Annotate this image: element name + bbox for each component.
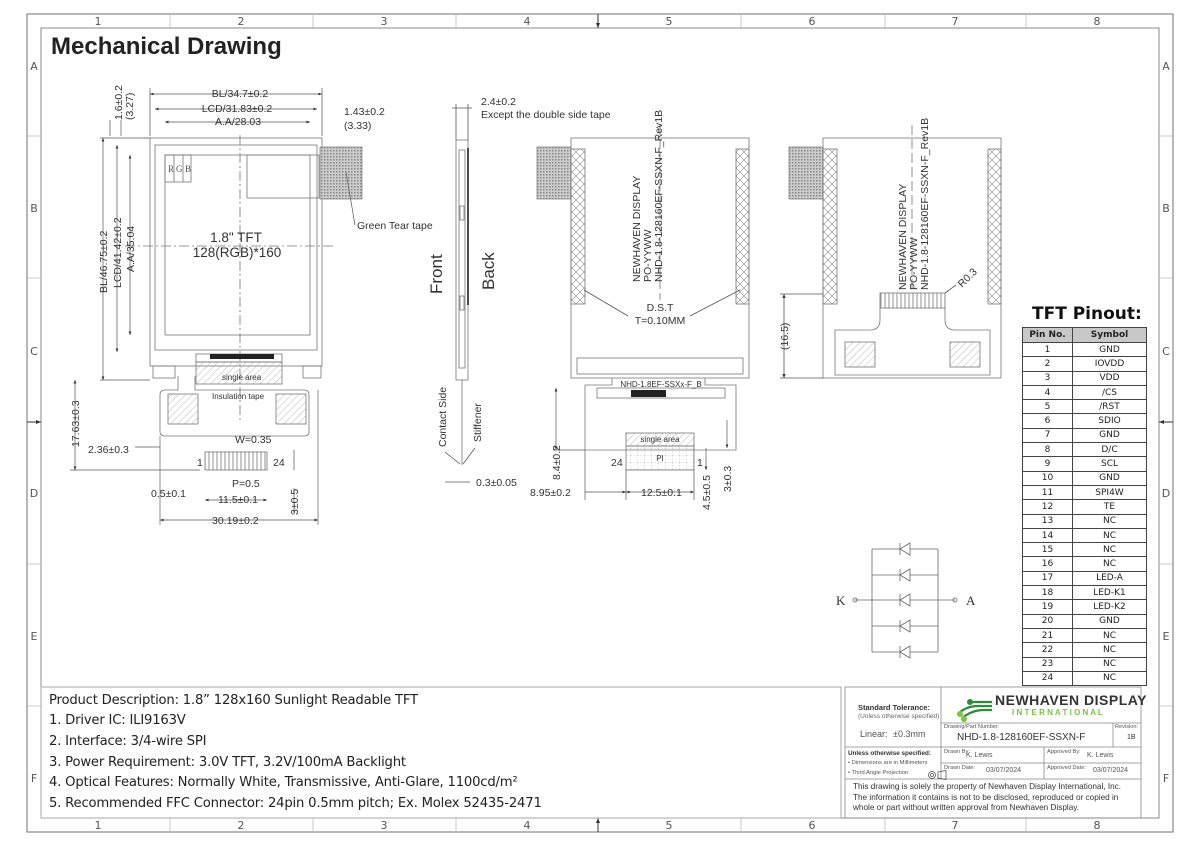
pin-number: 21 [1023, 628, 1073, 642]
pin-symbol: NC [1073, 671, 1147, 685]
pin-number: 9 [1023, 457, 1073, 471]
pin-number: 14 [1023, 528, 1073, 542]
pinout-table [1022, 327, 1147, 686]
svg-text:1: 1 [697, 457, 703, 469]
pin-symbol: SPI4W [1073, 485, 1147, 499]
pin-symbol: NC [1073, 543, 1147, 557]
svg-text:A: A [1162, 60, 1170, 73]
svg-text:7: 7 [951, 819, 959, 832]
svg-text:F: F [30, 772, 38, 785]
part-number-label: Drawing/Part Number: [944, 724, 1000, 730]
svg-text:8.95±0.2: 8.95±0.2 [530, 487, 571, 499]
pinout-row [1023, 514, 1147, 528]
folded-view [780, 125, 1001, 378]
pinout-row [1023, 643, 1147, 657]
svg-text:1: 1 [94, 15, 102, 28]
pin-symbol: GND [1073, 614, 1147, 628]
svg-text:E: E [30, 630, 38, 643]
tolerance-sub: (Unless otherwise specified) [858, 713, 940, 720]
svg-text:Except the double side tape: Except the double side tape [481, 109, 611, 121]
svg-text:single area: single area [222, 373, 262, 382]
spec-power: 3. Power Requirement: 3.0V TFT, 3.2V/100mA Backlight [49, 755, 406, 770]
company-name: NEWHAVEN DISPLAY [995, 692, 1147, 708]
revision-label: Revision: [1115, 724, 1139, 730]
svg-text:8: 8 [1093, 819, 1101, 832]
spec-interface: 2. Interface: 3/4-wire SPI [49, 734, 207, 749]
svg-text:B: B [30, 202, 38, 215]
svg-text:NEWHAVEN DISPLAY: NEWHAVEN DISPLAY [897, 183, 909, 290]
pinout-row [1023, 443, 1147, 457]
pin-number: 18 [1023, 586, 1073, 600]
pinout-row [1023, 628, 1147, 642]
pin-symbol: VDD [1073, 371, 1147, 385]
linear-value: ±0.3mm [893, 729, 926, 739]
pinout-row [1023, 414, 1147, 428]
svg-text:30.19±0.2: 30.19±0.2 [212, 515, 259, 527]
svg-text:P=0.5: P=0.5 [232, 478, 260, 490]
svg-text:7: 7 [951, 15, 959, 28]
svg-text:Contact Side: Contact Side [437, 386, 449, 447]
svg-text:G: G [176, 164, 183, 174]
pin-number: 3 [1023, 371, 1073, 385]
pin-number: 13 [1023, 514, 1073, 528]
svg-text:D: D [29, 487, 39, 500]
svg-text:T=0.10MM: T=0.10MM [634, 315, 686, 327]
svg-text:1.6±0.2: 1.6±0.2 [113, 85, 125, 120]
pinout-row [1023, 528, 1147, 542]
pin-symbol: D/C [1073, 443, 1147, 457]
pinout-row [1023, 586, 1147, 600]
svg-text:C: C [30, 345, 38, 358]
pin-symbol: NC [1073, 514, 1147, 528]
side-view [445, 104, 475, 482]
svg-text:single area: single area [640, 435, 680, 444]
unless-projection: • Third Angle Projection [848, 770, 909, 776]
svg-text:E: E [1162, 630, 1170, 643]
svg-text:A: A [30, 60, 38, 73]
svg-text:Front: Front [427, 254, 446, 294]
pin-symbol: SCL [1073, 457, 1147, 471]
svg-text:3: 3 [380, 15, 388, 28]
spec-connector: 5. Recommended FFC Connector: 24pin 0.5mm pitch; Ex. Molex 52435-2471 [49, 796, 542, 811]
pinout-row [1023, 428, 1147, 442]
svg-text:(16.5): (16.5) [779, 322, 791, 350]
svg-text:A.A/35.04: A.A/35.04 [125, 225, 137, 272]
pin-symbol: GND [1073, 471, 1147, 485]
front-view [125, 135, 362, 525]
svg-text:NHD-1.8-128160EF-SSXN-F_Rev1B: NHD-1.8-128160EF-SSXN-F_Rev1B [919, 117, 931, 290]
pin-number: 4 [1023, 385, 1073, 399]
svg-text:PO-YYWW: PO-YYWW [642, 229, 654, 282]
tolerance-title: Standard Tolerance: [858, 703, 930, 712]
pinout-title: TFT Pinout: [1032, 304, 1142, 324]
pin-number: 22 [1023, 643, 1073, 657]
svg-text:11.5±0.1: 11.5±0.1 [218, 494, 259, 506]
spec-driver-ic: 1. Driver IC: ILI9163V [49, 713, 186, 728]
svg-text:1.43±0.2: 1.43±0.2 [344, 106, 385, 118]
pinout-row [1023, 671, 1147, 685]
svg-text:PO-YYWW: PO-YYWW [908, 237, 920, 290]
pin-symbol: /CS [1073, 385, 1147, 399]
svg-text:NHD-1.8-128160EF-SSXN-F_Rev1B: NHD-1.8-128160EF-SSXN-F_Rev1B [653, 109, 665, 282]
svg-text:W=0.35: W=0.35 [235, 434, 272, 446]
svg-text:24: 24 [611, 457, 623, 469]
svg-text:LCD/41.42±0.2: LCD/41.42±0.2 [112, 217, 124, 288]
svg-text:C: C [1162, 345, 1170, 358]
pin-number: 1 [1023, 343, 1073, 357]
pin-number: 10 [1023, 471, 1073, 485]
svg-text:8.4±0.2: 8.4±0.2 [551, 445, 563, 480]
pin-number: 5 [1023, 400, 1073, 414]
svg-text:12.5±0.1: 12.5±0.1 [641, 487, 682, 499]
svg-text:B: B [1162, 202, 1170, 215]
pinout-row [1023, 543, 1147, 557]
svg-text:2.4±0.2: 2.4±0.2 [481, 96, 516, 108]
svg-text:6: 6 [808, 819, 816, 832]
svg-text:6: 6 [808, 15, 816, 28]
pin-number: 7 [1023, 428, 1073, 442]
part-number: NHD-1.8-128160EF-SSXN-F [957, 732, 1086, 743]
svg-text:1.8" TFT: 1.8" TFT [210, 230, 262, 245]
pin-symbol: LED-K2 [1073, 600, 1147, 614]
pin-symbol: NC [1073, 628, 1147, 642]
svg-text:2: 2 [237, 819, 245, 832]
svg-text:24: 24 [273, 457, 285, 469]
svg-text:3±0.3: 3±0.3 [722, 465, 734, 492]
svg-text:A.A/28.03: A.A/28.03 [214, 116, 262, 128]
pin-number: 24 [1023, 671, 1073, 685]
approved-by: K. Lewis [1087, 752, 1114, 759]
pinout-row [1023, 457, 1147, 471]
svg-text:8: 8 [1093, 15, 1101, 28]
drawing-frame [27, 14, 1173, 832]
drawn-date: 03/07/2024 [986, 767, 1022, 774]
pinout-row [1023, 400, 1147, 414]
pin-number: 17 [1023, 571, 1073, 585]
pin-symbol: NC [1073, 528, 1147, 542]
svg-text:0.3±0.05: 0.3±0.05 [476, 477, 517, 489]
svg-text:5: 5 [665, 819, 673, 832]
pin-symbol: NC [1073, 643, 1147, 657]
pin-number: 8 [1023, 443, 1073, 457]
svg-text:2.36±0.3: 2.36±0.3 [88, 444, 129, 456]
pin-symbol: IOVDD [1073, 357, 1147, 371]
svg-text:LCD/31.83±0.2: LCD/31.83±0.2 [201, 103, 273, 115]
pin-number: 23 [1023, 657, 1073, 671]
led-backlight-circuit [853, 543, 957, 658]
header-pin-no: Pin No. [1023, 328, 1073, 343]
svg-text:Insulation tape: Insulation tape [212, 392, 265, 401]
pinout-row [1023, 500, 1147, 514]
linear-label: Linear: [860, 729, 888, 739]
unless-title: Unless otherwise specified: [848, 750, 931, 757]
pinout-row [1023, 600, 1147, 614]
svg-text:D: D [1161, 487, 1171, 500]
pinout-header-row [1023, 328, 1147, 343]
svg-text:A: A [966, 593, 976, 608]
svg-text:R0.3: R0.3 [955, 265, 980, 291]
company-sub: I N T E R N A T I O N A L [1012, 708, 1103, 717]
zone-labels [30, 15, 1170, 832]
pin-symbol: LED-K1 [1073, 586, 1147, 600]
svg-text:K: K [836, 593, 846, 608]
svg-text:0.5±0.1: 0.5±0.1 [151, 488, 186, 500]
pinout-row [1023, 485, 1147, 499]
pin-number: 11 [1023, 485, 1073, 499]
svg-text:4.5±0.5: 4.5±0.5 [701, 475, 713, 510]
pin-symbol: /RST [1073, 400, 1147, 414]
pin-number: 6 [1023, 414, 1073, 428]
svg-text:4: 4 [523, 819, 531, 832]
revision-value: 1B [1127, 734, 1136, 741]
svg-text:128(RGB)*160: 128(RGB)*160 [192, 245, 282, 260]
pinout-row [1023, 357, 1147, 371]
pinout-row [1023, 571, 1147, 585]
pin-symbol: NC [1073, 557, 1147, 571]
approved-by-label: Approved By: [1047, 749, 1081, 755]
svg-text:3±0.5: 3±0.5 [289, 488, 301, 515]
pin-number: 20 [1023, 614, 1073, 628]
pinout-row [1023, 471, 1147, 485]
svg-text:3: 3 [380, 819, 388, 832]
page-title: Mechanical Drawing [51, 33, 282, 60]
svg-text:Stiffener: Stiffener [472, 403, 484, 442]
svg-text:1: 1 [197, 457, 203, 469]
spec-optical: 4. Optical Features: Normally White, Transmissive, Anti-Glare, 1100cd/m² [49, 775, 518, 790]
svg-text:NHD-1.8EF-SSXx-F_B: NHD-1.8EF-SSXx-F_B [620, 380, 702, 389]
pinout-row [1023, 385, 1147, 399]
pin-symbol: GND [1073, 343, 1147, 357]
svg-text:1: 1 [94, 819, 102, 832]
pinout-row [1023, 557, 1147, 571]
third-angle-projection-icon [929, 771, 947, 780]
svg-text:NEWHAVEN DISPLAY: NEWHAVEN DISPLAY [631, 175, 643, 282]
pinout-row [1023, 614, 1147, 628]
pin-number: 2 [1023, 357, 1073, 371]
pin-symbol: NC [1073, 657, 1147, 671]
pin-symbol: SDIO [1073, 414, 1147, 428]
svg-text:4: 4 [523, 15, 531, 28]
product-description: Product Description: 1.8” 128x160 Sunlight Readable TFT [49, 693, 418, 708]
drawn-date-label: Drawn Date: [944, 765, 976, 771]
pin-symbol: LED-A [1073, 571, 1147, 585]
svg-text:Back: Back [479, 252, 498, 290]
svg-text:D.S.T: D.S.T [646, 302, 674, 314]
svg-text:BL/34.7±0.2: BL/34.7±0.2 [211, 88, 269, 100]
svg-text:5: 5 [665, 15, 673, 28]
svg-text:(3.27): (3.27) [124, 92, 136, 120]
pinout-row [1023, 343, 1147, 357]
drawn-by-label: Drawn By: [944, 749, 970, 755]
drawn-by: K. Lewis [966, 752, 993, 759]
approved-date-label: Approved Date: [1047, 765, 1086, 771]
pin-number: 15 [1023, 543, 1073, 557]
pinout-row [1023, 371, 1147, 385]
unless-dimensions: • Dimensions are in Millimeters [848, 760, 928, 766]
pin-number: 19 [1023, 600, 1073, 614]
svg-text:2: 2 [237, 15, 245, 28]
svg-text:R: R [168, 164, 175, 174]
header-symbol: Symbol [1073, 328, 1147, 343]
approved-date: 03/07/2024 [1093, 767, 1129, 774]
svg-text:BL/46.75±0.2: BL/46.75±0.2 [98, 230, 110, 293]
svg-text:Green Tear tape: Green Tear tape [357, 220, 433, 232]
svg-text:PI: PI [656, 454, 664, 463]
pinout-row [1023, 657, 1147, 671]
svg-text:(3.33): (3.33) [344, 120, 372, 132]
svg-text:F: F [1162, 772, 1170, 785]
pin-symbol: TE [1073, 500, 1147, 514]
ownership-notice: This drawing is solely the property of Newhaven Display International, Inc. The information it contains is not to be disclosed, reproduced or copied in whole or part without written approval from Newhaven Display. [853, 782, 1122, 812]
pin-number: 12 [1023, 500, 1073, 514]
pin-symbol: GND [1073, 428, 1147, 442]
svg-text:B: B [185, 164, 192, 174]
pin-number: 16 [1023, 557, 1073, 571]
back-view [537, 125, 749, 470]
newhaven-logo-icon [957, 699, 992, 722]
svg-text:17.63±0.3: 17.63±0.3 [70, 400, 82, 447]
